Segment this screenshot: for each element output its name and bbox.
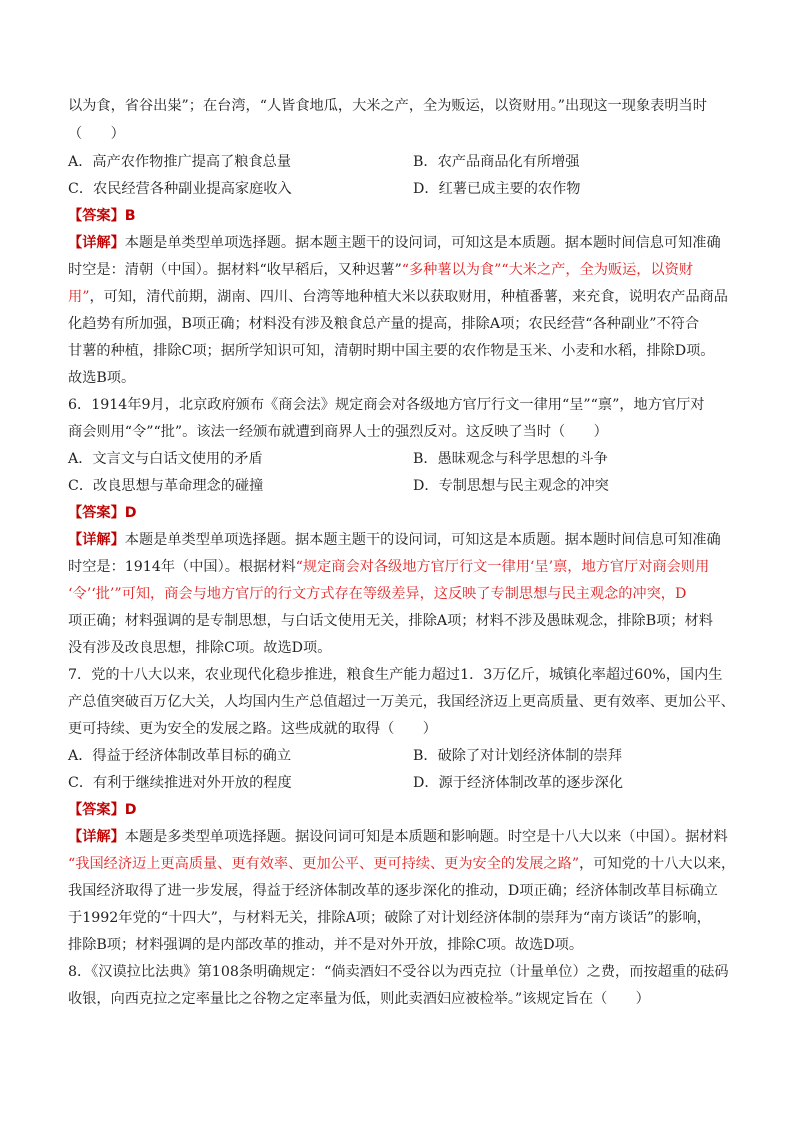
detail-label: 【详解】 [68,235,125,251]
detail-text: 本题是单类型单项选择题。据本题主题干的设问词，可知这是本质题。据本题时间信息可知准确 [124,532,721,548]
q6-option-c: C．改良思想与革命理念的碰撞 [68,478,264,494]
q7-detail-line: 于1992年党的“十四大”，与材料无关，排除A项；破除了对计划经济体制的崇拜为“南方谈话”的影响， [68,910,711,926]
answer-value: B [124,208,136,224]
q7-detail-line: 我国经济取得了进一步发展，得益于经济体制改革的逐步深化的推动，D项正确；经济体制改革目标确立 [68,883,718,899]
q7-option-b: B．破除了对计划经济体制的崇拜 [413,748,623,764]
q6-detail-line: 项正确；材料强调的是专制思想，与白话文使用无关，排除A项；材料不涉及愚昧观念，排除B项；材料 [68,613,713,629]
q6-option-a: A．文言文与白话文使用的矛盾 [68,451,263,467]
detail-label: 【详解】 [68,829,125,845]
answer-label: 【答案】 [68,802,125,818]
q6-options-row-2 [68,476,748,496]
detail-label: 【详解】 [68,532,125,548]
q6-detail-line [68,584,686,604]
q8-stem-line: 收银，向西克拉之定率量比之谷物之定率量为低，则此卖酒妇应被检举。”该规定旨在（ ） [68,991,650,1007]
q5-detail-line [68,260,693,280]
detail-text: 时空是：1914年（中国）。根据材料 [68,559,296,575]
q6-option-d: D．专制思想与民主观念的冲突 [413,478,609,494]
detail-quote: “我国经济迈上更高质量、更有效率、更加公平、更可持续、更为安全的发展之路” [68,856,580,872]
q6-stem-line: 6．1914年9月，北京政府颁布《商会法》规定商会对各级地方官厅行文一律用“呈”“禀”，地方官厅对 [68,397,705,413]
q5-option-a: A．高产农作物推广提高了粮食总量 [68,154,292,170]
q6-detail-line: 没有涉及改良思想，排除C项。故选D项。 [68,640,332,656]
q7-options-row-1 [68,746,748,766]
q7-option-c: C．有利于继续推进对外开放的程度 [68,775,292,791]
q8-stem-line: 8．《汉谟拉比法典》第108条明确规定：“倘卖酒妇不受谷以为西克拉（计量单位）之费，而按超重的砝码 [68,964,729,980]
q7-detail-line: 排除B项；材料强调的是内部改革的推动，并不是对外开放，排除C项。故选D项。 [68,937,584,953]
detail-quote: ‘令’‘批’” [68,586,122,602]
q6-options-row-1 [68,449,748,469]
detail-text: 时空是：清朝（中国）。据材料“收早稻后，又种迟薯” [68,262,402,278]
q5-option-b: B．农产品商品化有所增强 [413,154,580,170]
q5-detail-line [68,233,721,253]
q5-stem-line: 以为食，省谷出粜”；在台湾，“人皆食地瓜，大米之产，全为贩运，以资财用。”出现这一现象表明当时 [68,98,707,114]
detail-text: 本题是单类型单项选择题。据本题主题干的设问词，可知这是本质题。据本题时间信息可知准确 [124,235,721,251]
q7-option-a: A．得益于经济体制改革目标的确立 [68,748,292,764]
answer-label: 【答案】 [68,505,125,521]
q7-answer [68,800,137,820]
answer-value: D [124,505,137,521]
q5-answer [68,206,136,226]
detail-quote: “多种薯以为食”“大米之产，全为贩运，以资财 [401,262,694,278]
q6-stem-line: 商会则用“令”“批”。该法一经颁布就遭到商界人士的强烈反对。这反映了当时（ ） [68,424,608,440]
detail-text: ，可知，清代前期，湖南、四川、台湾等地种植大米以获取财用，种植番薯，来充食，说明农产品商品 [89,289,728,305]
detail-quote: “规定商会对各级地方官厅行文一律用‘呈’禀，地方官厅对商会则用 [295,559,710,575]
q6-option-b: B．愚昧观念与科学思想的斗争 [413,451,608,467]
detail-text: 本题是多类型单项选择题。据设问词可知是本质题和影响题。时空是十八大以来（中国）。据材料 [124,829,728,845]
q7-stem-line: 产总值突破百万亿大关，人均国内生产总值超过一万美元，我国经济迈上更高质量、更有效率、更加公平、 [68,694,735,710]
q5-options-row-1 [68,152,748,172]
q7-stem-line: 7．党的十八大以来，农业现代化稳步推进，粮食生产能力超过1．3万亿斤，城镇化率超过60%，国内生 [68,667,723,683]
q5-option-d: D．红薯已成主要的农作物 [413,181,581,197]
q5-detail-line [68,287,728,307]
q5-detail-line: 化趋势有所加强，B项正确；材料没有涉及粮食总产量的提高，排除A项；农民经营“各种副业”不符合 [68,316,700,332]
q7-option-d: D．源于经济体制改革的逐步深化 [413,775,624,791]
detail-quote: 可知，商会与地方官厅的行文方式存在等级差异，这反映了专制思想与民主观念的冲突，D [121,586,687,602]
q5-detail-line: 故选B项。 [68,370,136,386]
detail-text: ，可知党的十八大以来， [579,856,736,872]
answer-label: 【答案】 [68,208,125,224]
q6-answer [68,503,137,523]
detail-quote: 用” [68,289,90,305]
q5-detail-line: 甘薯的种植，排除C项；据所学知识可知，清朝时期中国主要的农作物是玉米、小麦和水稻，排除D项。 [68,343,715,359]
q7-detail-line [68,854,735,874]
q5-options-row-2 [68,179,748,199]
answer-value: D [124,802,137,818]
q6-detail-line [68,530,721,550]
q7-options-row-2 [68,773,748,793]
q7-detail-line [68,827,728,847]
q5-blank: （ ） [68,126,125,142]
q6-detail-line [68,557,709,577]
q5-option-c: C．农民经营各种副业提高家庭收入 [68,181,292,197]
q7-stem-line: 更可持续、更为安全的发展之路。这些成就的取得（ ） [68,721,437,737]
